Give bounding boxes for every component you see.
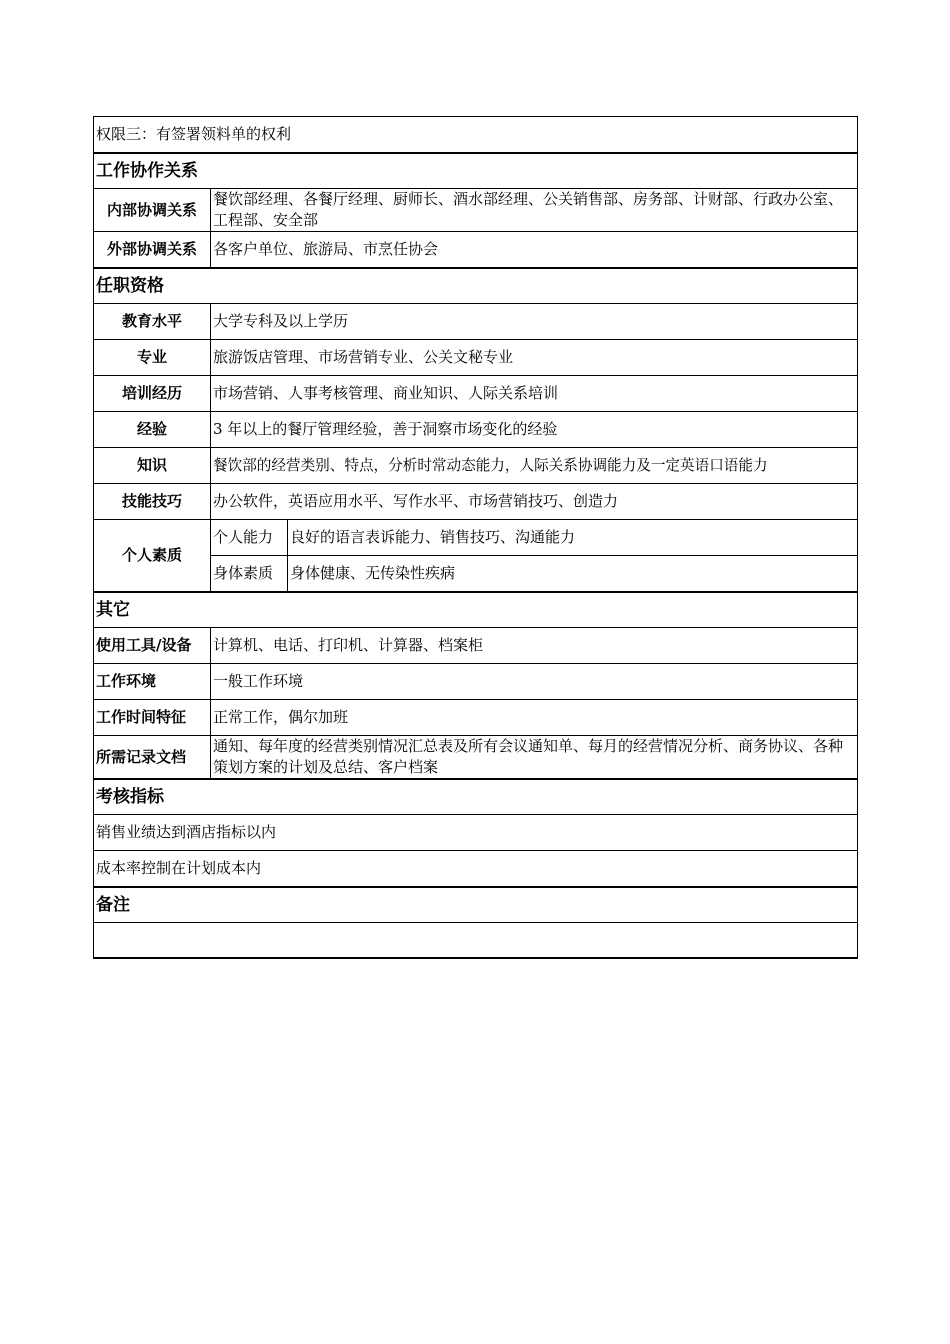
section-header-coop: [94, 153, 858, 189]
row-label: 教育水平: [94, 304, 211, 340]
qual-row: [94, 304, 858, 340]
row-value: 餐饮部经理、各餐厅经理、厨师长、酒水部经理、公关销售部、房务部、计财部、行政办公室、工程部、安全部: [211, 189, 858, 232]
remarks-row: [94, 923, 858, 959]
row-value: 正常工作，偶尔加班: [211, 700, 858, 736]
section-title: 考核指标: [94, 779, 858, 815]
row-value: 办公软件，英语应用水平、写作水平、市场营销技巧、创造力: [211, 484, 858, 520]
qual-row: [94, 484, 858, 520]
authority-three-text: 权限三：有签署领料单的权利: [94, 117, 858, 154]
row-label: 使用工具/设备: [94, 628, 211, 664]
section-header-other: [94, 592, 858, 628]
row-value: 通知、每年度的经营类别情况汇总表及所有会议通知单、每月的经营情况分析、商务协议、各种策划方案的计划及总结、客户档案: [211, 736, 858, 780]
section-header-qualifications: [94, 268, 858, 304]
sub-label: 身体素质: [211, 556, 288, 593]
qual-row: [94, 448, 858, 484]
job-description-table: [93, 116, 858, 959]
row-label: 专业: [94, 340, 211, 376]
row-label: 个人素质: [94, 520, 211, 593]
row-value: 3 年以上的餐厅管理经验，善于洞察市场变化的经验: [211, 412, 858, 448]
other-row: [94, 664, 858, 700]
row-value: 市场营销、人事考核管理、商业知识、人际关系培训: [211, 376, 858, 412]
row-value: 大学专科及以上学历: [211, 304, 858, 340]
row-value: 餐饮部的经营类别、特点，分析时常动态能力，人际关系协调能力及一定英语口语能力: [211, 448, 858, 484]
row-label: 内部协调关系: [94, 189, 211, 232]
row-label: 外部协调关系: [94, 232, 211, 269]
row-label: 知识: [94, 448, 211, 484]
sub-value: 良好的语言表诉能力、销售技巧、沟通能力: [288, 520, 858, 556]
internal-coop-row: [94, 189, 858, 232]
sub-label: 个人能力: [211, 520, 288, 556]
personal-row: [94, 520, 858, 556]
other-row: [94, 700, 858, 736]
row-label: 所需记录文档: [94, 736, 211, 780]
remarks-content: [94, 923, 858, 959]
row-label: 工作时间特征: [94, 700, 211, 736]
kpi-row: [94, 815, 858, 851]
row-label: 技能技巧: [94, 484, 211, 520]
row-value: 一般工作环境: [211, 664, 858, 700]
row-value: 各客户单位、旅游局、市烹任协会: [211, 232, 858, 269]
section-title: 其它: [94, 592, 858, 628]
other-row: [94, 628, 858, 664]
row-value: 计算机、电话、打印机、计算器、档案柜: [211, 628, 858, 664]
section-title: 任职资格: [94, 268, 858, 304]
sub-value: 身体健康、无传染性疾病: [288, 556, 858, 593]
authority-row: [94, 117, 858, 154]
other-row: [94, 736, 858, 780]
row-label: 工作环境: [94, 664, 211, 700]
row-label: 经验: [94, 412, 211, 448]
qual-row: [94, 340, 858, 376]
row-label: 培训经历: [94, 376, 211, 412]
row-value: 旅游饭店管理、市场营销专业、公关文秘专业: [211, 340, 858, 376]
section-header-kpi: [94, 779, 858, 815]
qual-row: [94, 412, 858, 448]
kpi-row: [94, 851, 858, 888]
external-coop-row: [94, 232, 858, 269]
kpi-item: 成本率控制在计划成本内: [94, 851, 858, 888]
section-header-remarks: [94, 887, 858, 923]
qual-row: [94, 376, 858, 412]
kpi-item: 销售业绩达到酒店指标以内: [94, 815, 858, 851]
section-title: 备注: [94, 887, 858, 923]
section-title: 工作协作关系: [94, 153, 858, 189]
